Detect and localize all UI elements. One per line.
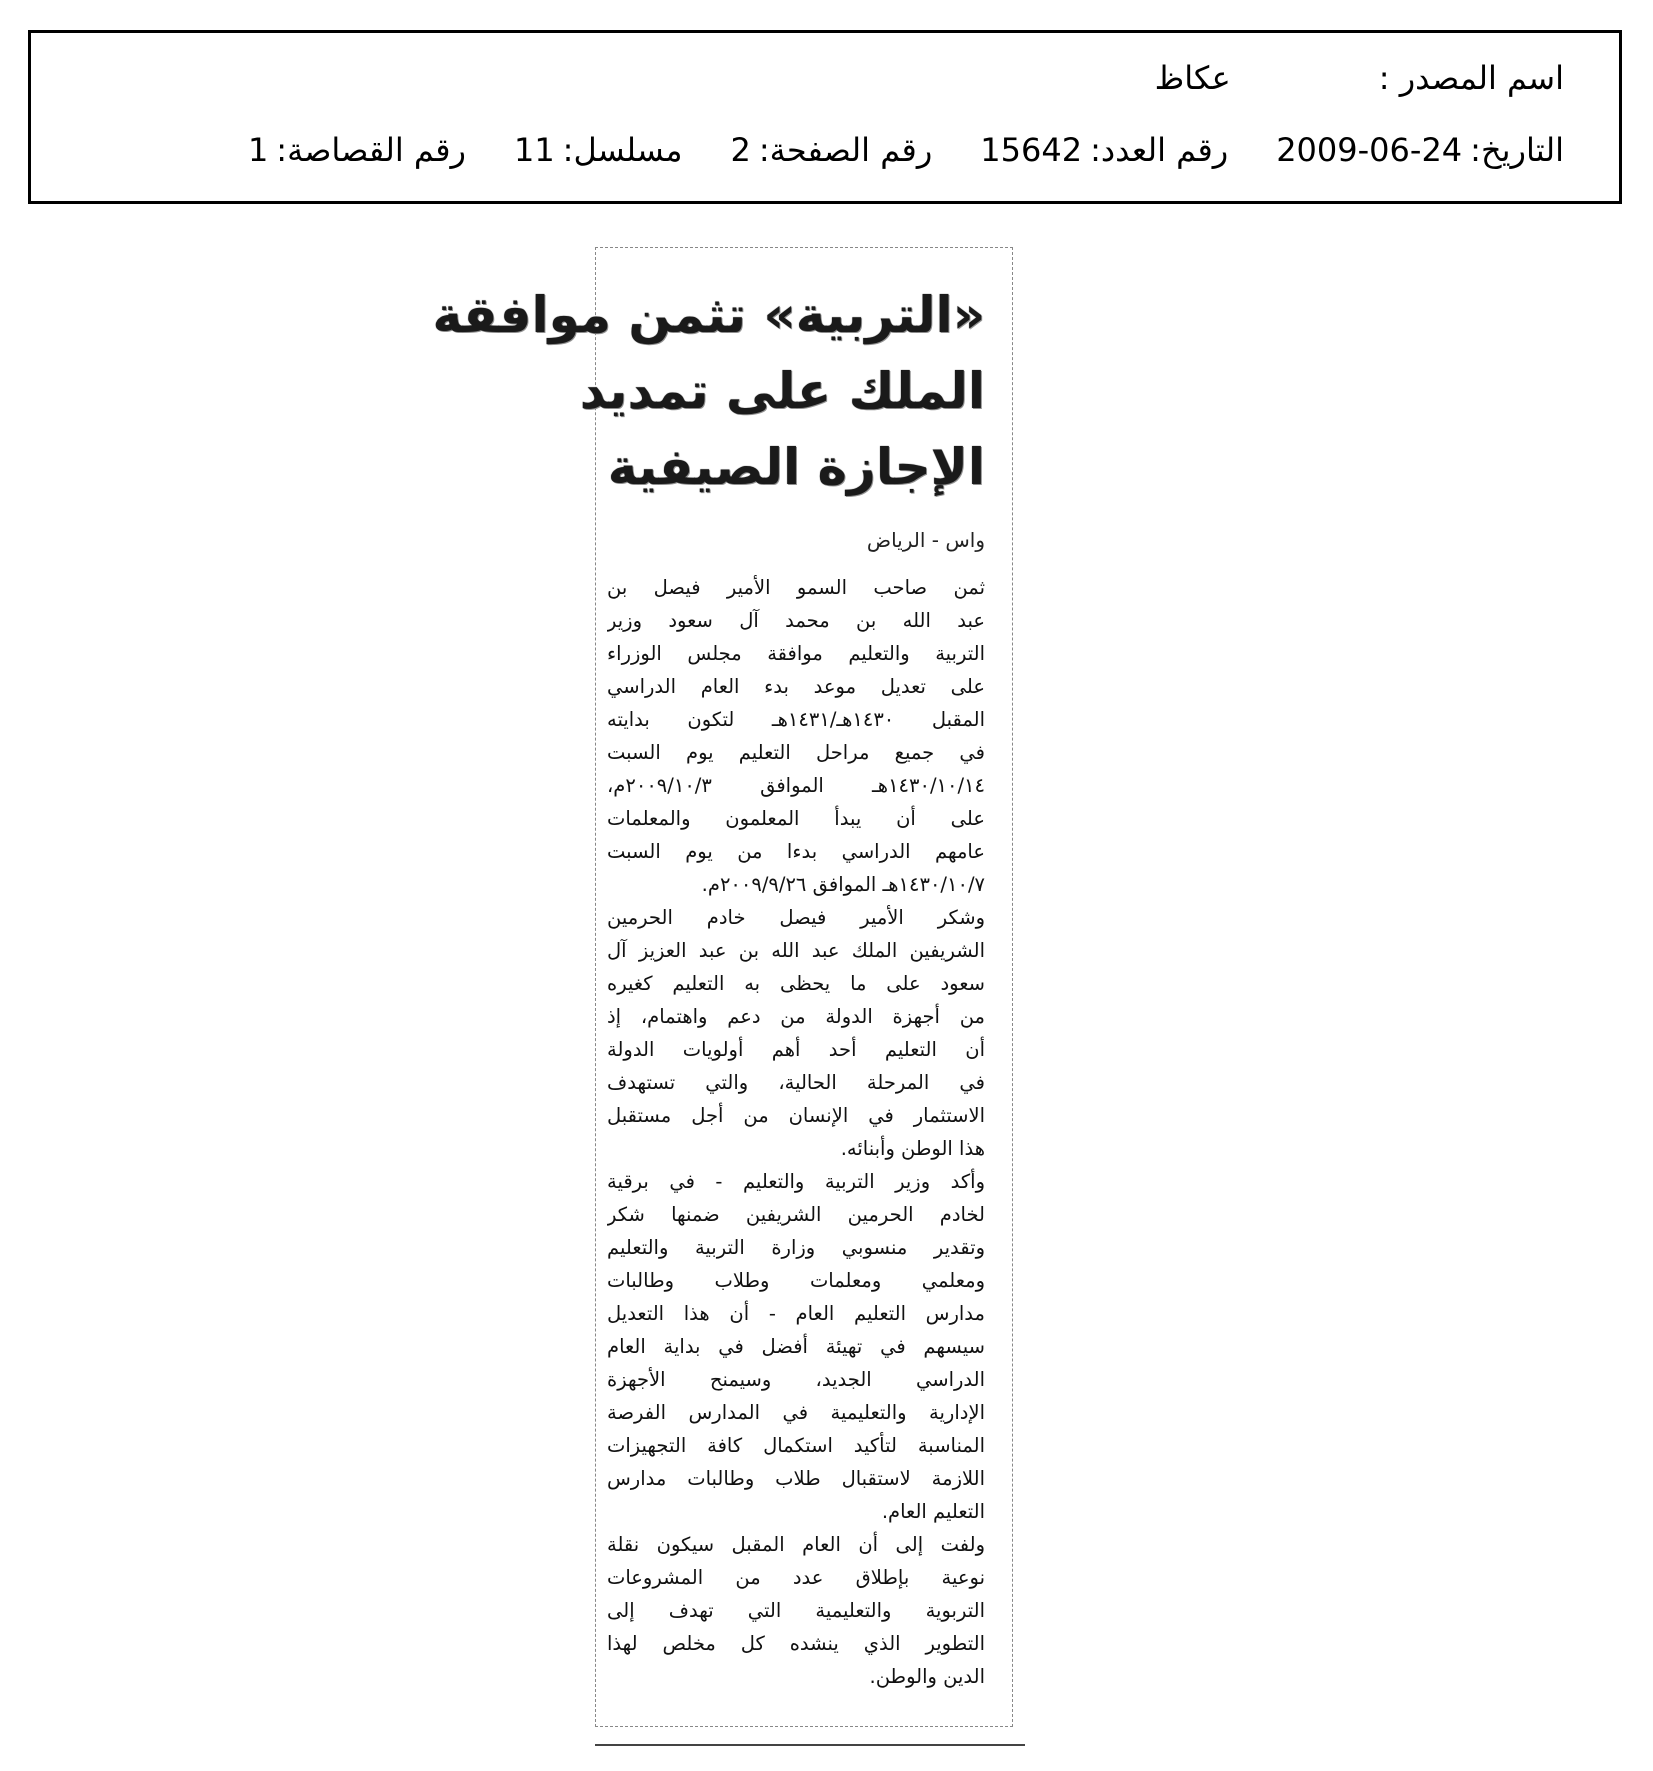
article-line: أن التعليم أحد أهم أولويات الدولة bbox=[607, 1038, 985, 1061]
article-line: التعليم العام. bbox=[881, 1500, 985, 1523]
article-line: المقبل ١٤٣٠هـ/١٤٣١هـ لتكون بدايته bbox=[607, 708, 985, 731]
article-line: ومعلمي ومعلمات وطلاب وطالبات bbox=[607, 1269, 985, 1292]
details-row bbox=[71, 131, 1564, 169]
article-line: الدراسي الجديد، وسيمنح الأجهزة bbox=[607, 1368, 985, 1391]
article-line: التربية والتعليم موافقة مجلس الوزراء bbox=[607, 642, 985, 665]
article-line: الشريفين الملك عبد الله بن عبد العزيز آل bbox=[607, 939, 985, 962]
issue-label: رقم العدد: bbox=[1090, 131, 1229, 169]
article-line: ١٤٣٠/١٠/٧هـ الموافق ٢٠٠٩/٩/٢٦م. bbox=[701, 873, 985, 896]
issue-value: 15642 bbox=[980, 131, 1083, 169]
article-line: ثمن صاحب السمو الأمير فيصل بن bbox=[607, 576, 985, 599]
article-line: الدين والوطن. bbox=[869, 1665, 985, 1688]
clip-edge-left bbox=[595, 247, 596, 1727]
article-line: الإدارية والتعليمية في المدارس الفرصة bbox=[607, 1401, 985, 1424]
source-row bbox=[71, 59, 1564, 97]
article-line: وأكد وزير التربية والتعليم - في برقية bbox=[607, 1170, 985, 1193]
page-group bbox=[731, 131, 933, 169]
source-value: عكاظ bbox=[1154, 59, 1231, 97]
article-line: في المرحلة الحالية، والتي تستهدف bbox=[607, 1071, 985, 1094]
article-line: التربوية والتعليمية التي تهدف إلى bbox=[607, 1599, 985, 1622]
clip-underline bbox=[595, 1744, 1025, 1746]
article-line: على أن يبدأ المعلمون والمعلمات bbox=[607, 807, 985, 830]
article-line: عامهم الدراسي بدءا من يوم السبت bbox=[607, 840, 985, 863]
clip-edge-right bbox=[1012, 247, 1013, 1727]
article-line: اللازمة لاستقبال طلاب وطالبات مدارس bbox=[607, 1467, 985, 1490]
article-line: ولفت إلى أن العام المقبل سيكون نقلة bbox=[607, 1533, 985, 1556]
page-label: رقم الصفحة: bbox=[758, 131, 933, 169]
article-line: وشكر الأمير فيصل خادم الحرمين bbox=[607, 906, 985, 929]
article-line: هذا الوطن وأبنائه. bbox=[840, 1137, 985, 1160]
clipping-metadata-box bbox=[28, 30, 1622, 204]
newspaper-clipping bbox=[432, 247, 1013, 1727]
page-value: 2 bbox=[730, 131, 751, 169]
clip-edge-bottom bbox=[595, 1726, 1013, 1727]
clip-number-group bbox=[248, 131, 466, 169]
serial-group bbox=[514, 131, 683, 169]
article-line: في جميع مراحل التعليم يوم السبت bbox=[607, 741, 985, 764]
article-line: المناسبة لتأكيد استكمال كافة التجهيزات bbox=[607, 1434, 985, 1457]
article-line: وتقدير منسوبي وزارة التربية والتعليم bbox=[607, 1236, 985, 1259]
article-headline bbox=[432, 277, 985, 505]
serial-label: مسلسل: bbox=[562, 131, 683, 169]
article-line: ١٤٣٠/١٠/١٤هـ الموافق ٢٠٠٩/١٠/٣م، bbox=[607, 774, 985, 797]
source-label: اسم المصدر : bbox=[1378, 59, 1564, 97]
article-line: من أجهزة الدولة من دعم واهتمام، إذ bbox=[607, 1005, 985, 1028]
article-body bbox=[607, 571, 985, 1693]
issue-group bbox=[980, 131, 1228, 169]
article-byline: واس - الرياض bbox=[866, 528, 985, 552]
date-group bbox=[1276, 131, 1564, 169]
article-line: مدارس التعليم العام - أن هذا التعديل bbox=[607, 1302, 985, 1325]
article-line: نوعية بإطلاق عدد من المشروعات bbox=[607, 1566, 985, 1589]
article-line: الاستثمار في الإنسان من أجل مستقبل bbox=[607, 1104, 985, 1127]
clip-number-value: 1 bbox=[247, 131, 269, 169]
date-label: التاريخ: bbox=[1470, 131, 1564, 169]
article-line: لخادم الحرمين الشريفين ضمنها شكر bbox=[607, 1203, 985, 1226]
article-line: التطوير الذي ينشده كل مخلص لهذا bbox=[607, 1632, 985, 1655]
article-line: سعود على ما يحظى به التعليم كغيره bbox=[607, 972, 985, 995]
article-line: سيسهم في تهيئة أفضل في بداية العام bbox=[607, 1335, 985, 1358]
headline-line: الإجازة الصيفية bbox=[607, 438, 985, 496]
clip-edge-top bbox=[595, 247, 1013, 248]
headline-line: «التربية» تثمن موافقة bbox=[432, 286, 985, 344]
clip-number-label: رقم القصاصة: bbox=[276, 131, 466, 169]
article-line: عبد الله بن محمد آل سعود وزير bbox=[607, 609, 985, 632]
date-value: 2009-06-24 bbox=[1276, 131, 1463, 169]
article-line: على تعديل موعد بدء العام الدراسي bbox=[607, 675, 985, 698]
serial-value: 11 bbox=[513, 131, 555, 169]
headline-line: الملك على تمديد bbox=[579, 362, 985, 420]
